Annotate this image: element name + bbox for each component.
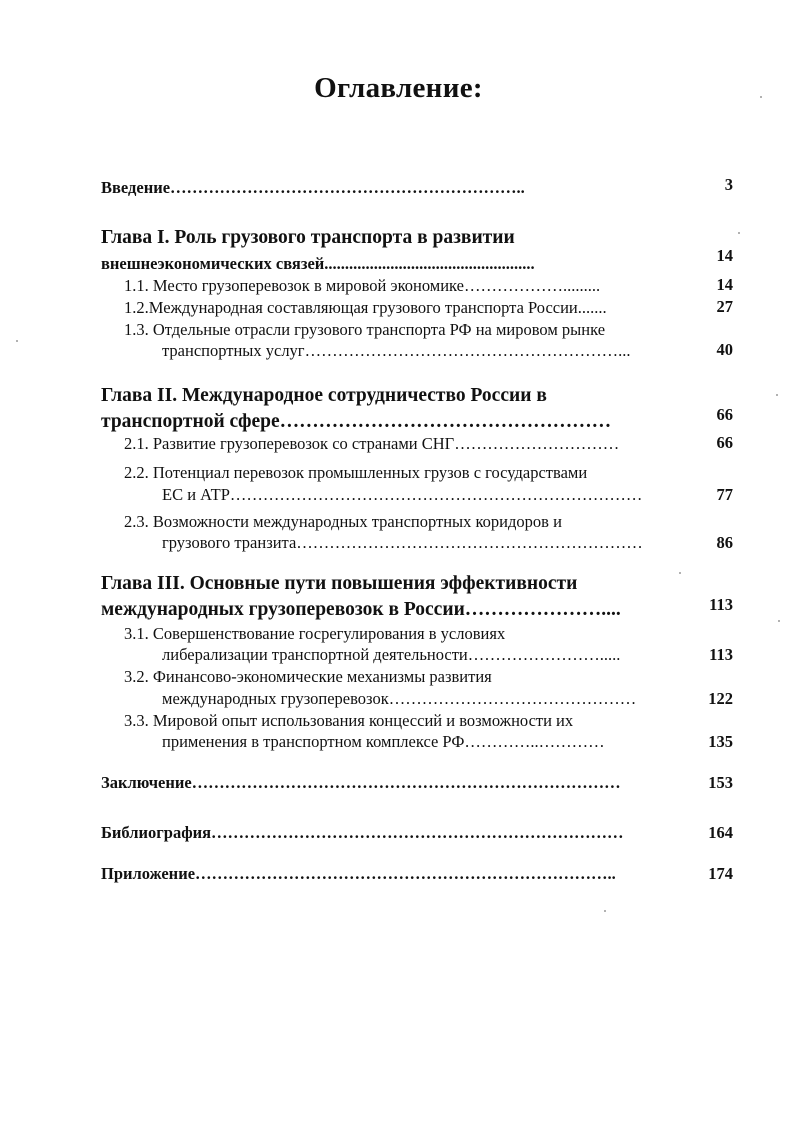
toc-page-2-1: 66 <box>716 433 733 452</box>
toc-chapter-2-title-cont: транспортной сфере…………………………………………… <box>101 411 612 432</box>
toc-entry-bibliography: Библиография………………………………………………………………… <box>101 823 624 842</box>
toc-chapter-1-title: Глава I. Роль грузового транспорта в развитии <box>101 227 515 248</box>
toc-page-2-2: 77 <box>716 485 733 504</box>
toc-page-intro: 3 <box>724 175 733 194</box>
toc-entry-appendix: Приложение………………………………………………………………….. <box>101 864 616 883</box>
toc-section-2-2-cont: ЕС и АТР………………………………………………………………… <box>162 485 643 504</box>
toc-section-2-3: 2.3. Возможности международных транспортных коридоров и <box>124 512 562 531</box>
toc-entry-intro: Введение……………………………………………………….. <box>101 178 525 197</box>
toc-chapter-3-title: Глава III. Основные пути повышения эффективности <box>101 573 578 594</box>
scan-speck <box>604 910 606 912</box>
toc-page-conclusion: 153 <box>708 773 733 792</box>
scan-speck <box>738 232 740 234</box>
toc-section-1-2: 1.2.Международная составляющая грузового транспорта России....... <box>124 298 607 317</box>
scan-speck <box>778 620 780 622</box>
toc-chapter-3-title-cont: международных грузоперевозок в России………………….... <box>101 599 621 620</box>
toc-section-3-3-cont: применения в транспортном комплексе РФ…………..………… <box>162 732 605 751</box>
scan-speck <box>760 96 762 98</box>
toc-page-1-1: 14 <box>716 275 733 294</box>
toc-chapter-2-title: Глава II. Международное сотрудничество России в <box>101 385 547 406</box>
toc-section-3-1: 3.1. Совершенствование госрегулирования в условиях <box>124 624 506 643</box>
toc-section-2-2: 2.2. Потенциал перевозок промышленных грузов с государствами <box>124 463 588 482</box>
toc-page-appendix: 174 <box>708 864 733 883</box>
toc-page-chapter-2: 66 <box>716 405 733 424</box>
toc-page-3-1: 113 <box>709 645 733 664</box>
scan-speck <box>776 394 778 396</box>
toc-entry-conclusion: Заключение…………………………………………………………………… <box>101 773 621 792</box>
toc-page-1-3: 40 <box>716 340 733 359</box>
toc-section-3-2: 3.2. Финансово-экономические механизмы развития <box>124 667 492 686</box>
toc-section-2-1: 2.1. Развитие грузоперевозок со странами СНГ………………………… <box>124 434 620 453</box>
toc-page-2-3: 86 <box>716 533 733 552</box>
toc-section-1-3: 1.3. Отдельные отрасли грузового транспорта РФ на мировом рынке <box>124 320 606 339</box>
page-title: Оглавление: <box>314 72 483 104</box>
toc-section-3-1-cont: либерализации транспортной деятельности……………………..... <box>162 645 621 664</box>
scan-speck <box>679 572 681 574</box>
toc-section-2-3-cont: грузового транзита……………………………………………………… <box>162 533 643 552</box>
toc-page-bibliography: 164 <box>708 823 733 842</box>
toc-page-chapter-3: 113 <box>709 595 733 614</box>
toc-section-3-3: 3.3. Мировой опыт использования концессий и возможности их <box>124 711 574 730</box>
toc-page-3-2: 122 <box>708 689 733 708</box>
toc-chapter-1-title-cont: внешнеэкономических связей................................................... <box>101 254 535 273</box>
scan-speck <box>16 340 18 342</box>
toc-section-3-2-cont: международных грузоперевозок……………………………………… <box>162 689 637 708</box>
toc-page-chapter-1: 14 <box>716 246 733 265</box>
toc-page-1-2: 27 <box>716 297 733 316</box>
toc-page-3-3: 135 <box>708 732 733 751</box>
toc-section-1-1: 1.1. Место грузоперевозок в мировой экономике………………......... <box>124 276 601 295</box>
toc-section-1-3-cont: транспортных услуг…………………………………………………... <box>162 341 631 360</box>
